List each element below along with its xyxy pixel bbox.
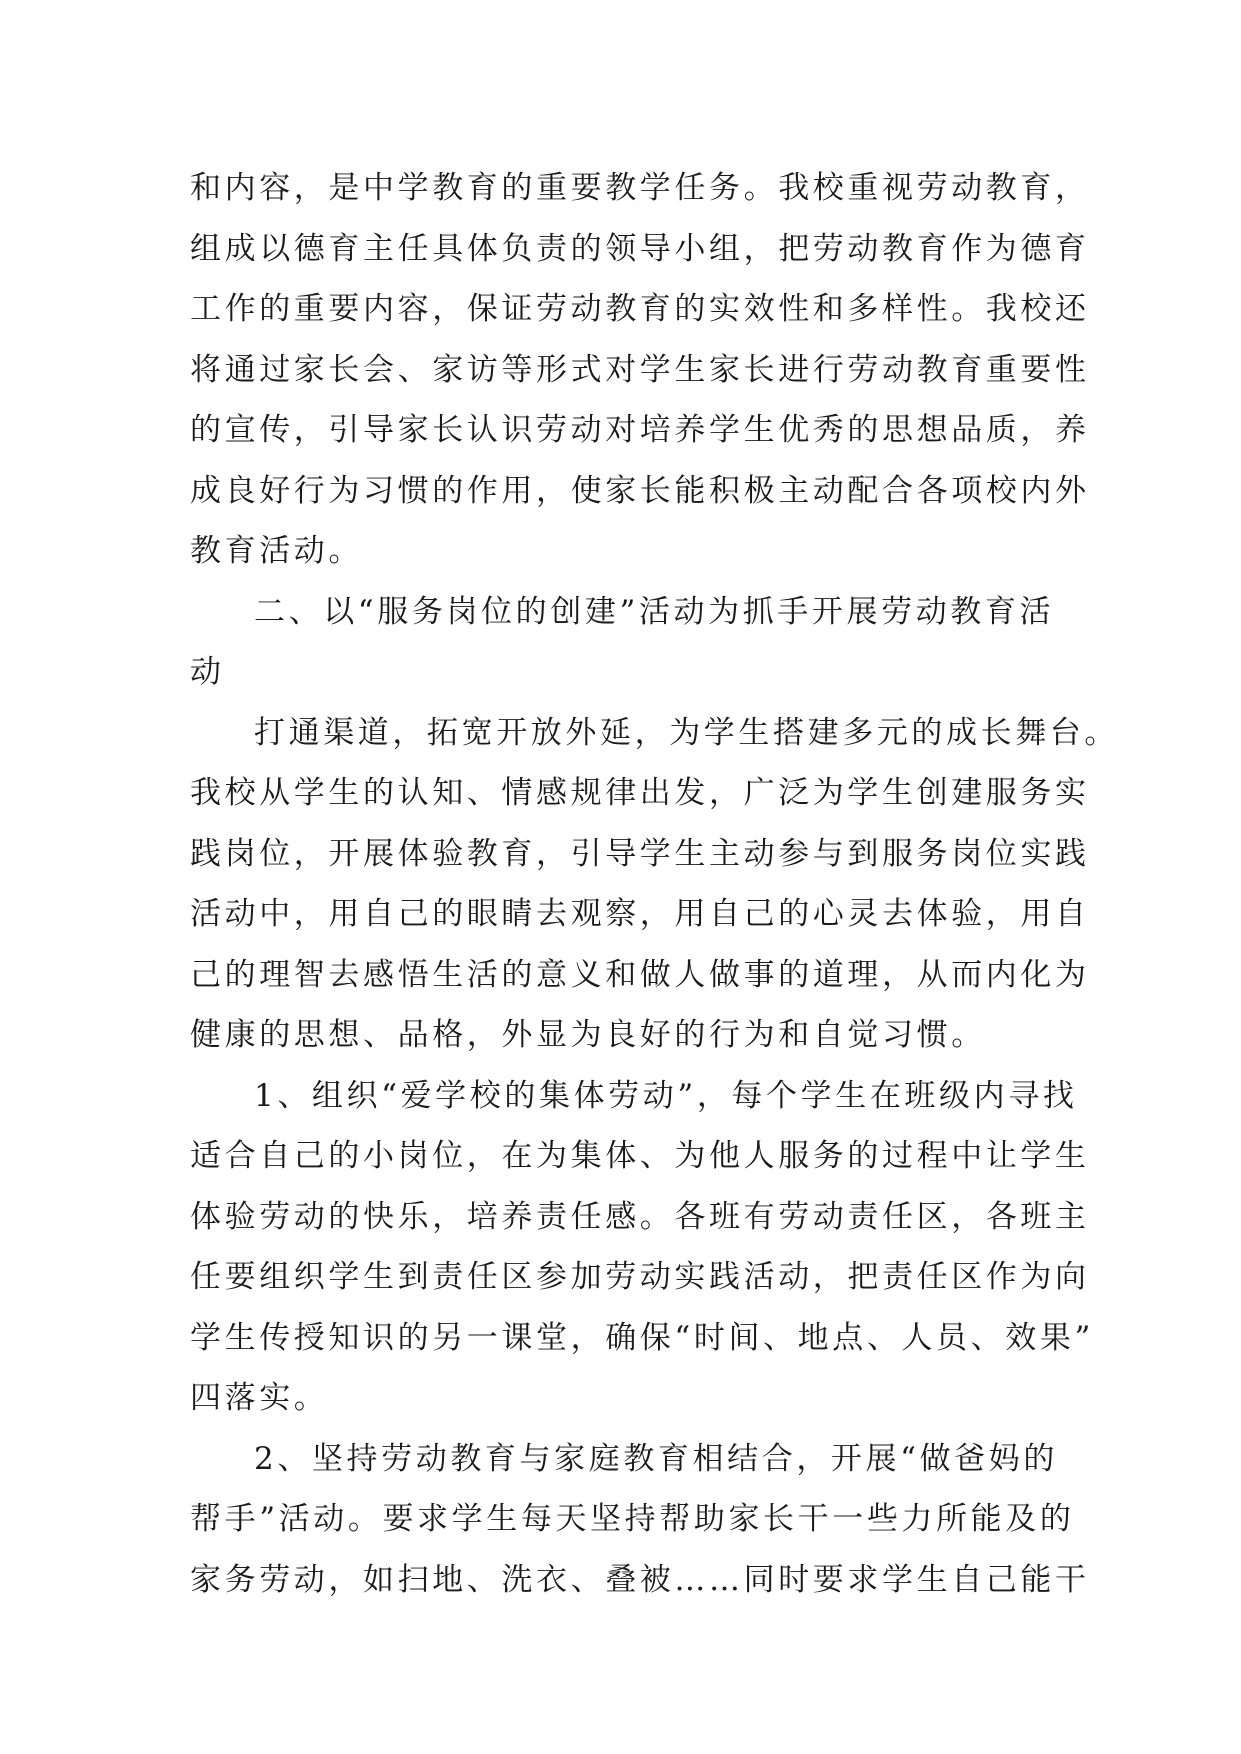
text-line: 适合自己的小岗位，在为集体、为他人服务的过程中让学生 [190,1138,1090,1174]
text-line: 四落实。 [190,1380,329,1416]
text-line: 帮手”活动。要求学生每天坚持帮助家长干一些力所能及的 [190,1501,1075,1537]
paragraph-5 [190,1429,1090,1611]
text-line: 体验劳动的快乐，培养责任感。各班有劳动责任区，各班主 [190,1198,1090,1235]
text-line: 将通过家长会、家访等形式对学生家长进行劳动教育重要性 [190,351,1090,388]
text-line: 家务劳动，如扫地、洗衣、叠被……同时要求学生自己能干 [190,1561,1090,1598]
text-line: 工作的重要内容，保证劳动教育的实效性和多样性。我校还 [190,291,1090,327]
text-line: 成良好行为习惯的作用，使家长能积极主动配合各项校内外 [190,472,1090,509]
text-line: 学生传授知识的另一课堂，确保“时间、地点、人员、效果” [190,1319,1094,1356]
paragraph-4 [190,1066,1094,1429]
text-line: 打通渠道，拓宽开放外延，为学生搭建多元的成长舞台。 [254,714,1119,751]
text-line: 健康的思想、品格，外显为良好的行为和自觉习惯。 [190,1017,986,1053]
text-line: 活动中，用自己的眼睛去观察，用自己的心灵去体验，用自 [190,896,1090,932]
text-line: 二、以“服务岗位的创建”活动为抓手开展劳动教育活 [254,593,1055,630]
document-body [190,158,1119,1610]
paragraph-1 [190,158,1090,582]
text-line: 我校从学生的认知、情感规律出发，广泛为学生创建服务实 [190,775,1090,811]
text-line: 和内容，是中学教育的重要教学任务。我校重视劳动教育， [190,170,1090,206]
text-line: 任要组织学生到责任区参加劳动实践活动，把责任区作为向 [190,1259,1090,1295]
text-line: 教育活动。 [190,533,363,569]
text-line: 1、组织“爱学校的集体劳动”，每个学生在班级内寻找 [254,1077,1078,1114]
text-line: 2、坚持劳动教育与家庭教育相结合，开展“做爸妈的 [254,1440,1058,1477]
section-heading [190,582,1055,703]
text-line: 组成以德育主任具体负责的领导小组，把劳动教育作为德育 [190,230,1090,267]
text-line: 动 [190,654,225,690]
text-line: 的宣传，引导家长认识劳动对培养学生优秀的思想品质，养 [190,412,1090,448]
text-line: 己的理智去感悟生活的意义和做人做事的道理，从而内化为 [190,956,1090,993]
text-line: 践岗位，开展体验教育，引导学生主动参与到服务岗位实践 [190,835,1090,872]
paragraph-3 [190,703,1119,1066]
